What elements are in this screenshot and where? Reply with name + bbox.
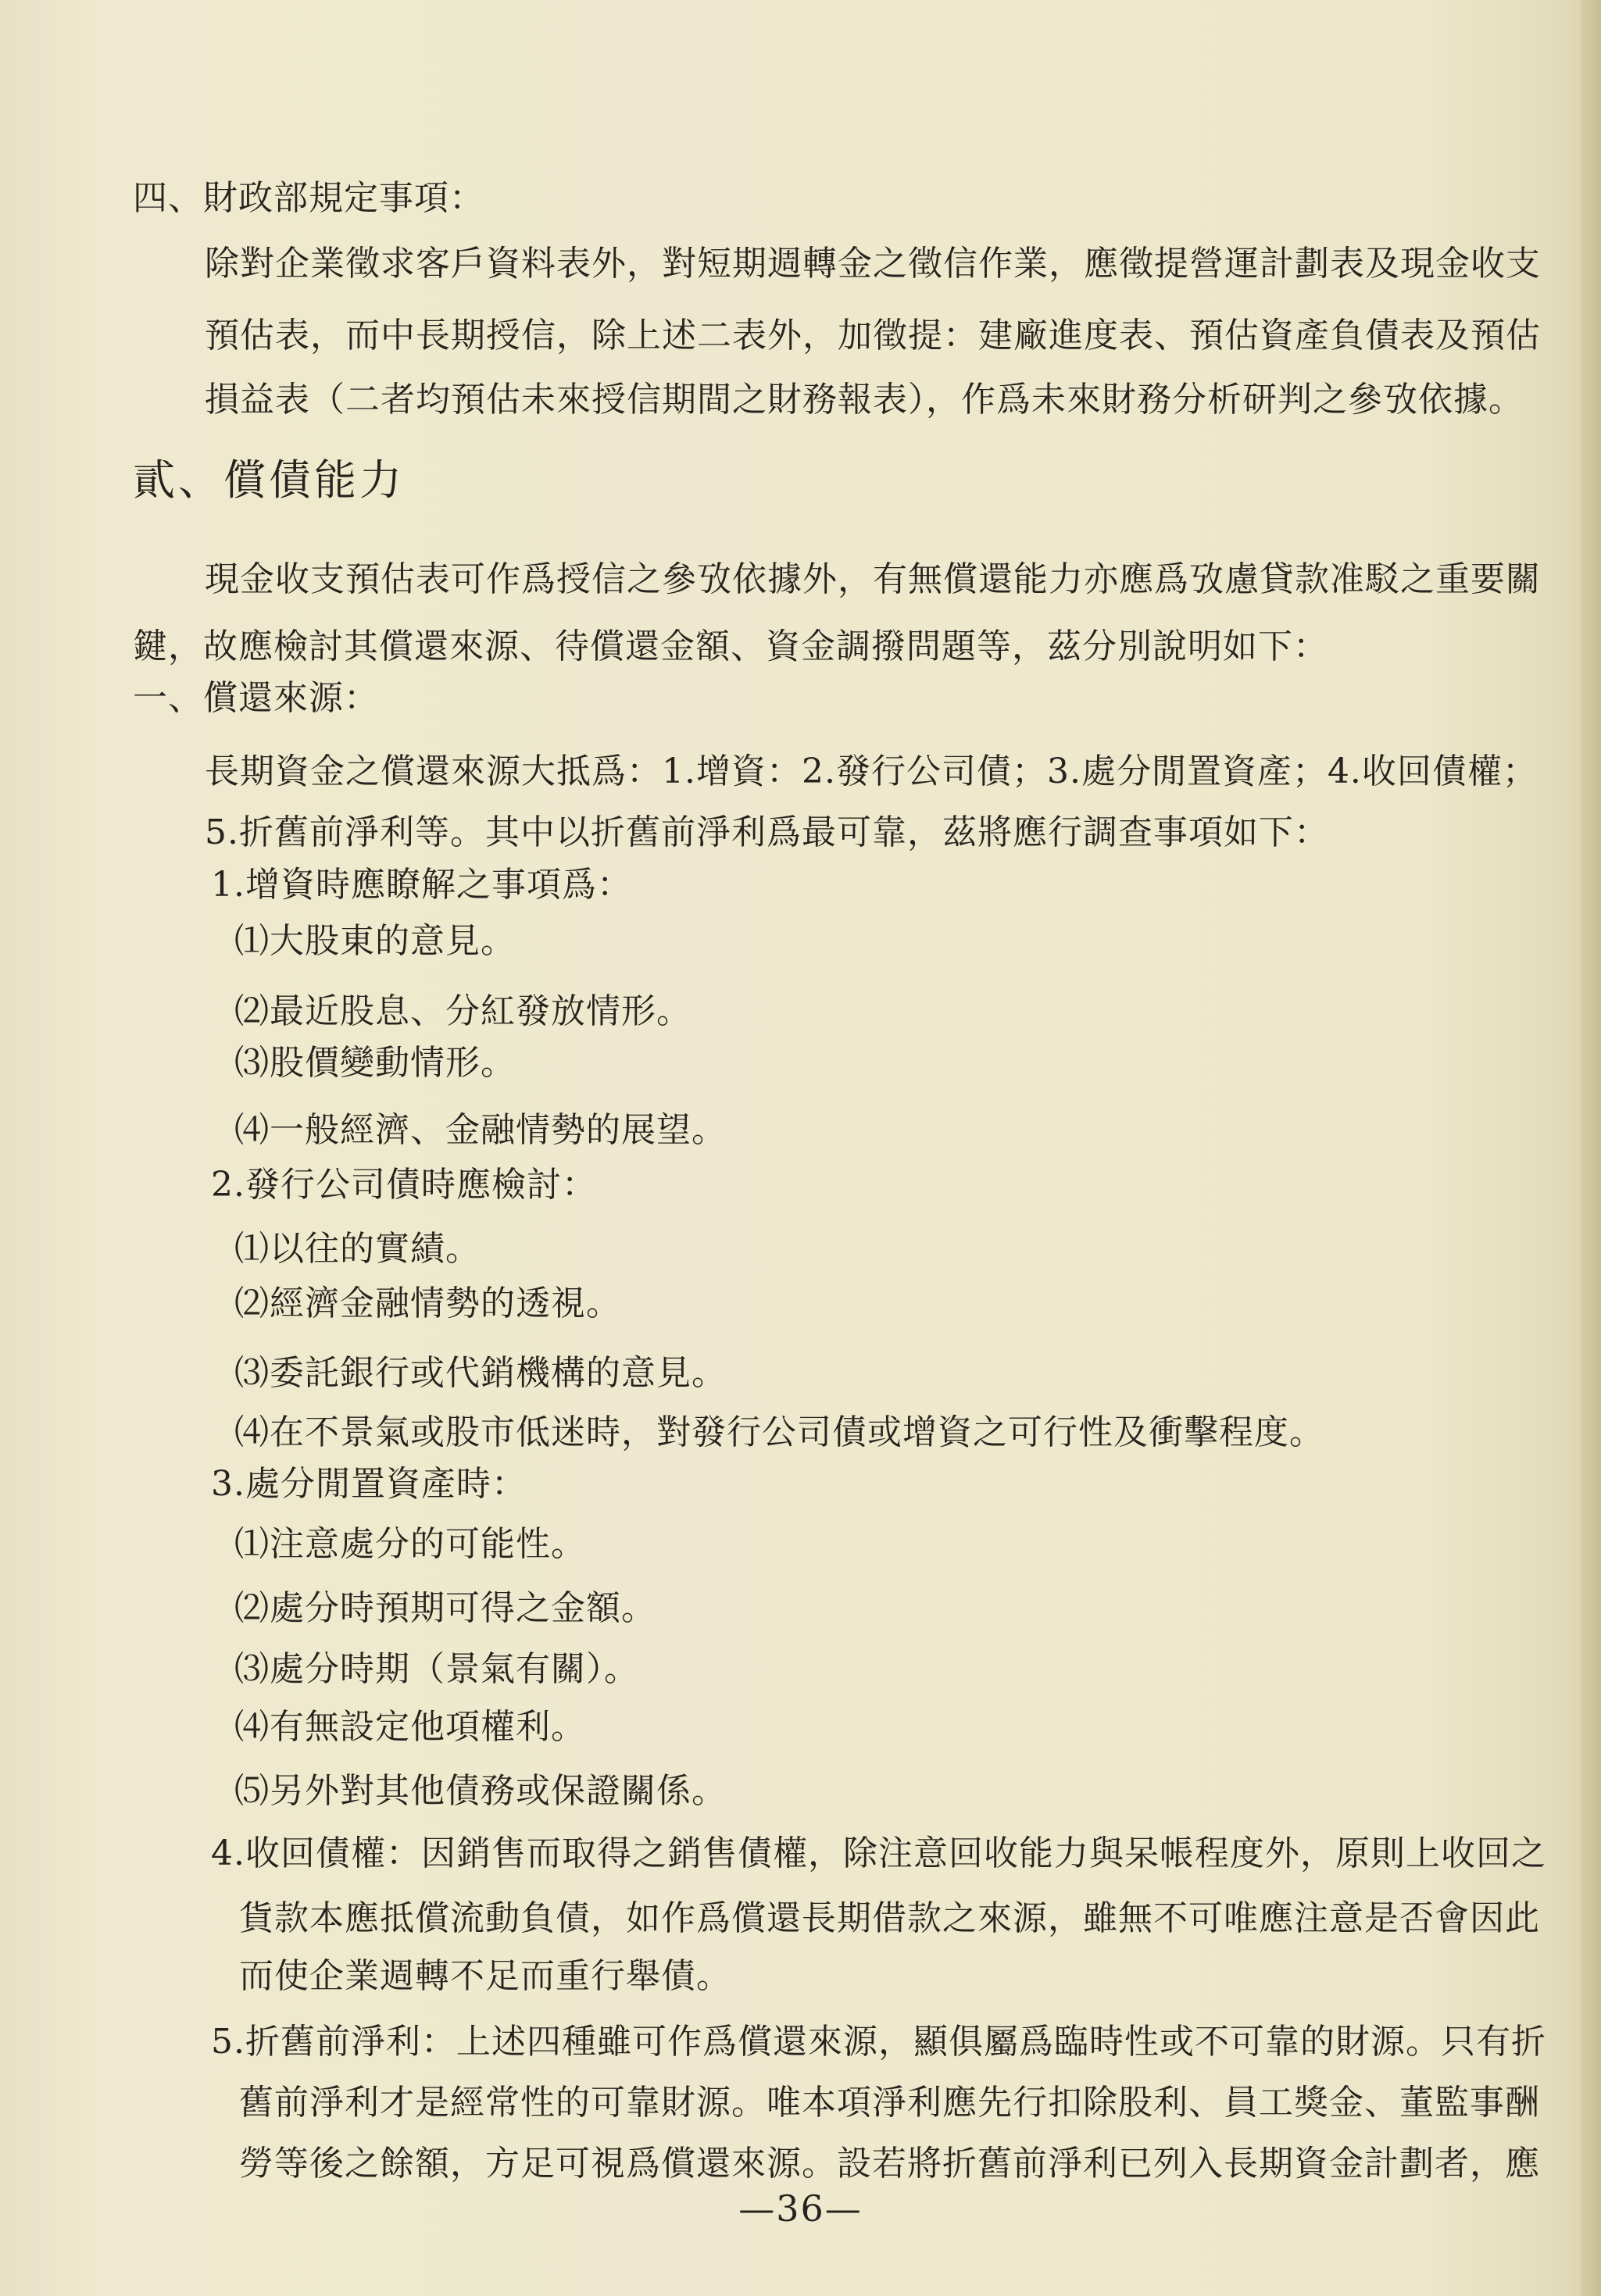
list-item: ⑶股價變動情形。 bbox=[234, 1043, 516, 1083]
list-item: ⑵處分時預期可得之金額。 bbox=[234, 1588, 656, 1628]
list-item: ⑶處分時期（景氣有關）。 bbox=[234, 1649, 639, 1689]
list-item: ⑶委託銀行或代銷機構的意見。 bbox=[234, 1353, 727, 1393]
item-heading: 1.增資時應瞭解之事項爲： bbox=[211, 865, 632, 905]
text-line: 而使企業週轉不足而重行舉債。 bbox=[239, 1956, 731, 1996]
text-line: 鍵，故應檢討其償還來源、待償還金額、資金調撥問題等，茲分別說明如下： bbox=[133, 627, 1328, 666]
list-item: ⑸另外對其他債務或保證關係。 bbox=[234, 1771, 727, 1811]
list-item: ⑵經濟金融情勢的透視。 bbox=[234, 1284, 621, 1323]
text-line: 4.收回債權：因銷售而取得之銷售債權，除注意回收能力與呆帳程度外，原則上收回之 bbox=[211, 1834, 1546, 1873]
subsection-heading-repayment-source: 一、償還來源： bbox=[133, 678, 379, 718]
text-line: 除對企業徵求客戶資料表外，對短期週轉金之徵信作業，應徵提營運計劃表及現金收支 bbox=[205, 244, 1541, 284]
item-heading: 3.處分閒置資產時： bbox=[211, 1464, 527, 1504]
list-item: ⑵最近股息、分紅發放情形。 bbox=[234, 991, 692, 1031]
section-heading-ministry: 四、財政部規定事項： bbox=[133, 178, 484, 218]
item-heading: 2.發行公司債時應檢討： bbox=[211, 1165, 597, 1205]
text-line: 長期資金之償還來源大抵爲：1.增資：2.發行公司債；3.處分閒置資產；4.收回債權； bbox=[205, 752, 1538, 791]
text-line: 預估表，而中長期授信，除上述二表外，加徵提：建廠進度表、預估資產負債表及預估 bbox=[205, 316, 1541, 355]
list-item: ⑴以往的實績。 bbox=[234, 1229, 481, 1269]
chapter-heading-repayment-ability: 貳、償債能力 bbox=[133, 455, 405, 505]
list-item: ⑴注意處分的可能性。 bbox=[234, 1524, 586, 1564]
text-line: 5.折舊前淨利：上述四種雖可作爲償還來源，顯俱屬爲臨時性或不可靠的財源。只有折 bbox=[211, 2022, 1546, 2062]
list-item: ⑷一般經濟、金融情勢的展望。 bbox=[234, 1110, 727, 1150]
page-binding-edge bbox=[1581, 0, 1601, 2296]
page-number: —36— bbox=[738, 2187, 863, 2230]
text-line: 勞等後之餘額，方足可視爲償還來源。設若將折舊前淨利已列入長期資金計劃者，應 bbox=[239, 2144, 1540, 2184]
text-line: 舊前淨利才是經常性的可靠財源。唯本項淨利應先行扣除股利、員工獎金、董監事酬 bbox=[239, 2083, 1540, 2123]
text-line: 5.折舊前淨利等。其中以折舊前淨利爲最可靠，茲將應行調查事項如下： bbox=[205, 812, 1329, 852]
list-item: ⑷在不景氣或股市低迷時，對發行公司債或增資之可行性及衝擊程度。 bbox=[234, 1412, 1324, 1452]
text-line: 現金收支預估表可作爲授信之參攷依據外，有無償還能力亦應爲攷慮貸款准駁之重要關 bbox=[205, 559, 1541, 599]
list-item: ⑴大股東的意見。 bbox=[234, 921, 516, 961]
list-item: ⑷有無設定他項權利。 bbox=[234, 1707, 586, 1747]
text-line: 貨款本應抵償流動負債，如作爲償還長期借款之來源，雖無不可唯應注意是否會因此 bbox=[239, 1898, 1540, 1938]
text-line: 損益表（二者均預估未來授信期間之財務報表），作爲未來財務分析研判之參攷依據。 bbox=[205, 380, 1524, 420]
